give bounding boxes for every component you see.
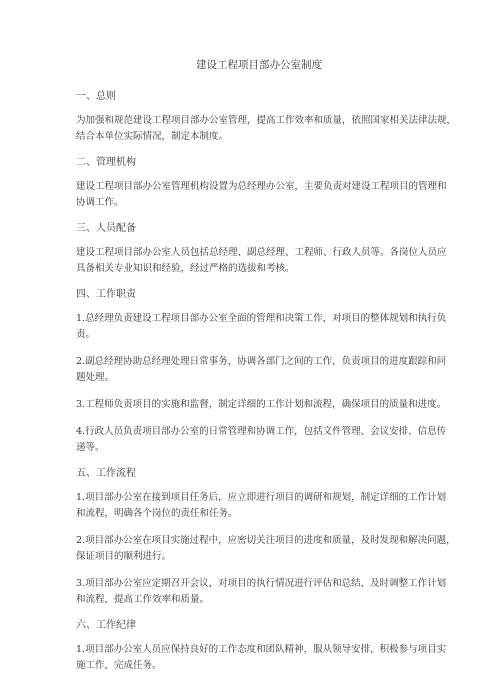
paragraph-line: 2.项目部办公室在项目实施过程中，应密切关注项目的进度和质量，及时发现和解决问题，: [76, 535, 456, 546]
paragraph-line: 和流程，提高工作效率和质量。: [76, 594, 210, 605]
paragraph-line: 3.项目部办公室应定期召开会议，对项目的执行情况进行评估和总结，及时调整工作计划: [76, 578, 447, 589]
paragraph-line: 建设工程项目部办公室管理机构设置为总经理办公室，主要负责对建设工程项目的管理和: [76, 181, 447, 192]
paragraph-line: 1.项目部办公室人员应保持良好的工作态度和团队精神，服从领导安排，积极参与项目实: [76, 644, 447, 655]
paragraph-line: 1.总经理负责建设工程项目部办公室全面的管理和决策工作，对项目的整体规划和执行负: [76, 313, 447, 324]
document-body: [76, 90, 457, 674]
section-paragraph: [76, 576, 447, 608]
section-paragraph: [76, 354, 447, 386]
section-heading: 二、管理机构: [76, 157, 136, 168]
section-paragraph: [76, 533, 456, 565]
paragraph-line: 和流程，明确各个岗位的责任和任务。: [76, 508, 238, 519]
paragraph-line: 为加强和规范建设工程项目部办公室管理，提高工作效率和质量，依照国家相关法律法规，: [76, 115, 457, 126]
paragraph-line: 题处理。: [76, 372, 115, 383]
section-paragraph: [76, 113, 457, 145]
paragraph-line: 责。: [76, 329, 96, 340]
paragraph-line: 保证项目的顺利进行。: [76, 551, 172, 562]
section-paragraph: [76, 424, 447, 456]
section-paragraph: [76, 245, 447, 277]
paragraph-line: 施工作，完成任务。: [76, 660, 162, 671]
section-heading: 六、工作纪律: [76, 620, 136, 631]
section-heading: 四、工作职责: [76, 289, 136, 300]
paragraph-line: 协调工作。: [76, 197, 124, 208]
section-paragraph: [76, 642, 447, 674]
section-heading: 一、总则: [76, 91, 116, 102]
section-paragraph: [76, 311, 447, 343]
paragraph-line: 具备相关专业知识和经验，经过严格的选拔和考核。: [76, 263, 295, 274]
section-paragraph: [76, 179, 447, 211]
paragraph-line: 4.行政人员负责项目部办公室的日常管理和协调工作，包括文件管理、会议安排、信息传: [76, 426, 447, 437]
paragraph-line: 3.工程师负责项目的实施和监督，制定详细的工作计划和流程，确保项目的质量和进度。: [76, 399, 447, 410]
paragraph-line: 2.副总经理协助总经理处理日常事务，协调各部门之间的工作，负责项目的进度跟踪和问: [76, 356, 447, 367]
document-title: 建设工程项目部办公室制度: [196, 59, 322, 71]
section-paragraph: [76, 397, 447, 413]
section-paragraph: [76, 490, 447, 522]
paragraph-line: 建设工程项目部办公室人员包括总经理、副总经理、工程师、行政人员等。各岗位人员应: [76, 247, 447, 258]
paragraph-line: 1.项目部办公室在接到项目任务后，应立即进行项目的调研和规划，制定详细的工作计划: [76, 492, 447, 503]
paragraph-line: 递等。: [76, 442, 105, 453]
section-heading: 五、工作流程: [76, 468, 136, 479]
section-heading: 三、人员配备: [76, 223, 136, 234]
paragraph-line: 结合本单位实际情况，制定本制度。: [76, 131, 229, 142]
